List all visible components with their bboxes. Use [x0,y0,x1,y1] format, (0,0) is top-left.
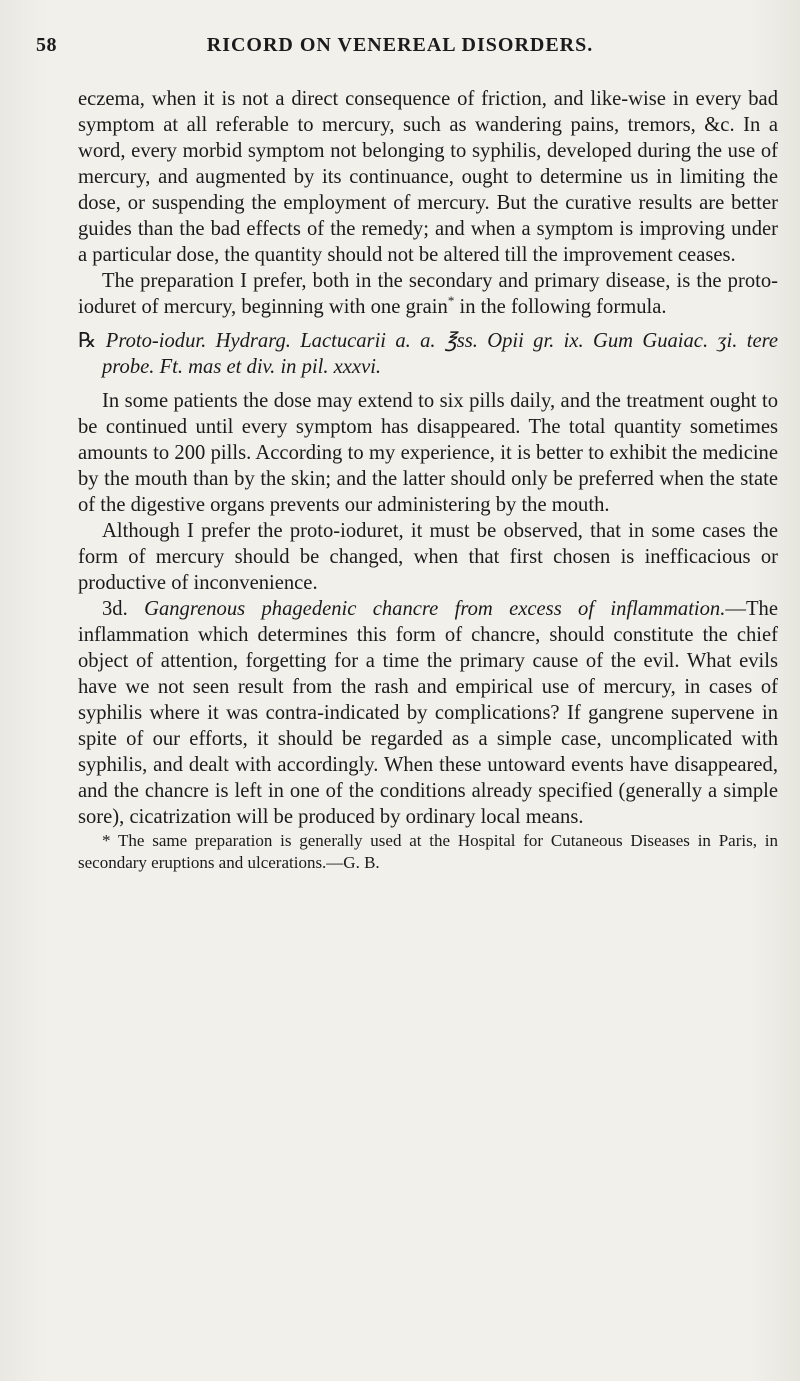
rx-symbol: ℞ [78,330,97,352]
page-header [30,28,770,64]
paragraph-preparation-end: in the following formula. [454,296,667,318]
footnote [78,830,778,874]
footnote-text: The same preparation is generally used at the Hospital for Cutaneous Diseases in Paris, in secondary eruptions and ulcerations.—G. B. [78,831,778,872]
paragraph-dose: In some patients the dose may extend to six pills daily, and the treatment ought to be continued until every symptom has disappeared. The total quantity sometimes amounts to 200 pills. According to my experience, it is better to exhibit the medicine by the mouth than by the skin; and the latter should only be preferred when the state of the digestive organs prevents our administering by the mouth. [78,390,778,516]
prescription-formula [78,328,778,380]
paragraph-gangrenous-chancre [78,596,778,830]
paragraph-eczema: eczema, when it is not a direct consequence of friction, and like-wise in every bad symptom at all referable to mercury, such as wandering pains, tremors, &c. In a word, every morbid symptom not belonging to syphilis, developed during the use of mercury, and augmented by its continuance, ought to determine us in limiting the dose, or suspending the employment of mercury. But the curative results are better guides than the bad effects of the remedy; and when a symptom is improving under a particular dose, the quantity should not be altered till the improvement ceases. [78,88,778,266]
footnote-marker: * [102,831,111,850]
section-label: 3d. [102,598,128,620]
section-text: —The inflammation which determines this form of chancre, should constitute the chief object of attention, forgetting for a time the primary cause of the evil. What evils have we not seen result from the rash and empirical use of mercury, in cases of syphilis where it was contra-indicated by complications? If gangrene supervene in spite of our efforts, it should be regarded as a simple case, uncomplicated with syphilis, and dealt with accordingly. When these untoward events have disappeared, and the chancre is left in one of the conditions already specified (generally a simple sore), cicatrization will be produced by ordinary local means. [78,598,778,828]
footnote-reference: * [447,293,455,309]
paragraph-preparation [78,268,778,320]
paragraph-proto-ioduret: Although I prefer the proto-ioduret, it must be observed, that in some cases the form of mercury should be changed, when that first chosen is inefficacious or productive of inconvenience. [78,520,778,594]
page-body [78,86,778,874]
page-number: 58 [36,34,57,56]
running-title: RICORD ON VENEREAL DISORDERS. [206,34,594,56]
prescription-text: Proto-iodur. Hydrarg. Lactucarii a. a. ℥ss. Opii gr. ix. Gum Guaiac. ʒi. tere probe. Ft. mas et div. in pil. xxxvi. [102,330,778,378]
paragraph-preparation-text: The preparation I prefer, both in the secondary and primary disease, is the proto-ioduret of mercury, beginning with one grain [78,270,778,318]
section-heading: Gangrenous phagedenic chancre from excess of inflammation. [144,598,726,620]
